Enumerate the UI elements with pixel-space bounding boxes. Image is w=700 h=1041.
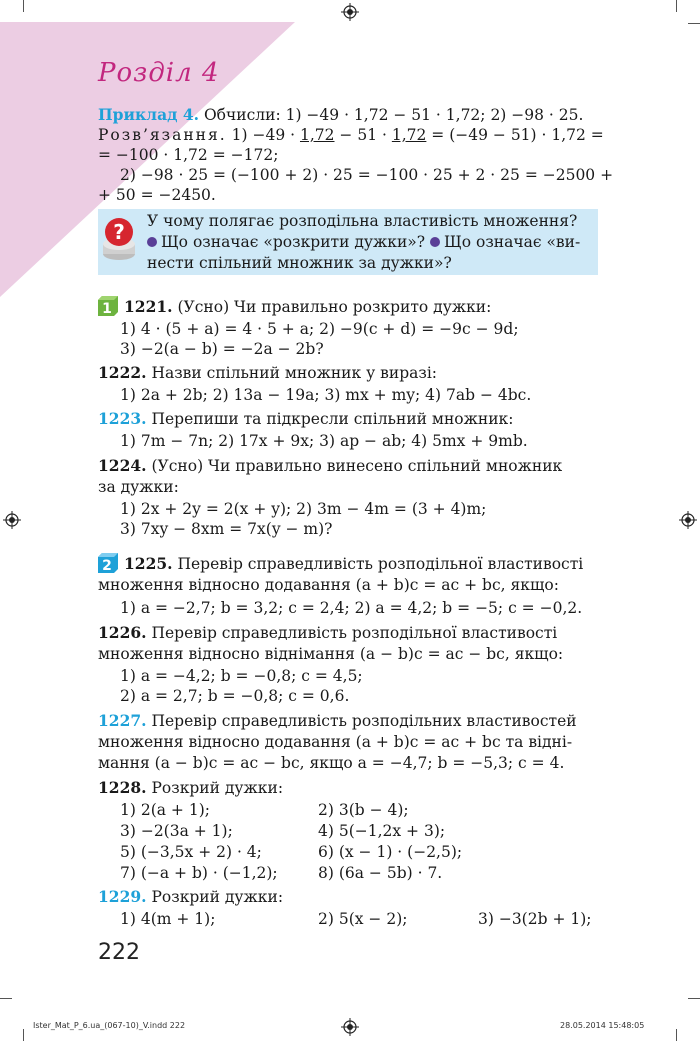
question-text: Що означає «розкрити дужки»? — [161, 233, 426, 251]
solution-underlined: 1,72 — [299, 126, 335, 144]
exercise-number: 1225. — [124, 554, 173, 573]
registration-mark-icon — [341, 3, 359, 21]
question-text: У чому полягає розподільна властивість множення? — [147, 212, 578, 230]
exercise-number: 1227. — [98, 711, 147, 730]
exercise-1224-a: 1) 2x + 2y = 2(x + y); 2) 3m − 4m = (3 + 4)m; — [120, 500, 487, 518]
level-number: 2 — [102, 558, 112, 573]
exercise-text: Перевір справедливість розподільної властивості — [146, 624, 558, 642]
exercise-1228-1: 1) 2(a + 1); — [120, 801, 210, 819]
exercise-number: 1226. — [98, 623, 147, 642]
exercise-1223-a: 1) 7m − 7n; 2) 17x + 9x; 3) ap − ab; 4) 5mx + 9mb. — [120, 432, 528, 450]
example-line-4: 2) −98 · 25 = (−100 + 2) · 25 = −100 · 25 + 2 · 25 = −2500 + — [120, 166, 614, 184]
exercise-1228-6: 6) (x − 1) · (−2,5); — [318, 843, 463, 861]
exercise-number: 1221. — [124, 297, 173, 316]
question-3: нести спільний множник за дужки»? — [147, 254, 452, 272]
exercise-1223 — [98, 408, 598, 430]
example-label: Приклад 4. — [98, 105, 200, 124]
exercise-1228-5: 5) (−3,5x + 2) · 4; — [120, 843, 262, 861]
example-task: Обчисли: 1) −49 · 1,72 − 51 · 1,72; 2) −98 · 25. — [199, 106, 584, 124]
exercise-1227-cont: множення відносно додавання (a + b)c = ac + bc та відні- — [98, 733, 573, 751]
solution-part: 1) −49 · — [226, 126, 300, 144]
exercise-1221 — [124, 296, 624, 318]
exercise-1228-2: 2) 3(b − 4); — [318, 801, 409, 819]
bullet-icon — [147, 237, 157, 247]
example-line-5: + 50 = −2450. — [98, 186, 216, 204]
exercise-1224-cont: за дужки: — [98, 478, 179, 496]
svg-text:?: ? — [113, 220, 125, 244]
level-number: 1 — [102, 301, 112, 316]
exercise-1226-a: 1) a = −4,2; b = −0,8; c = 4,5; — [120, 667, 363, 685]
exercise-1221-b: 3) −2(a − b) = −2a − 2b? — [120, 340, 324, 358]
exercise-text: (Усно) Чи правильно винесено спільний множник — [146, 457, 563, 475]
exercise-1228-8: 8) (6a − 5b) · 7. — [318, 864, 443, 882]
crop-mark — [0, 998, 12, 999]
exercise-number: 1224. — [98, 456, 147, 475]
exercise-1228-7: 7) (−a + b) · (−1,2); — [120, 864, 278, 882]
exercise-1229-3: 3) −3(2b + 1); — [478, 910, 592, 928]
question-text: Що означає «ви- — [444, 233, 581, 251]
exercise-text: Розкрий дужки: — [146, 888, 284, 906]
question-2 — [147, 231, 647, 253]
exercise-1221-a: 1) 4 · (5 + a) = 4 · 5 + a; 2) −9(c + d) = −9c − 9d; — [120, 320, 519, 338]
solution-label: Розв’язання. — [98, 126, 227, 144]
exercise-text: Назви спільний множник у виразі: — [146, 364, 437, 382]
exercise-1224 — [98, 455, 598, 477]
exercise-number: 1229. — [98, 887, 147, 906]
exercise-1228-3: 3) −2(3a + 1); — [120, 822, 233, 840]
exercise-1227-cont2: мання (a − b)c = ac − bc, якщо a = −4,7; b = −5,3; c = 4. — [98, 754, 565, 772]
question-mark-icon — [100, 214, 138, 262]
exercise-1225-a: 1) a = −2,7; b = 3,2; c = 2,4; 2) a = 4,2; b = −5; c = −0,2. — [120, 599, 583, 617]
exercise-1226-cont: множення відносно віднімання (a − b)c = ac − bc, якщо: — [98, 645, 564, 663]
bullet-icon — [430, 237, 440, 247]
solution-part: − 51 · — [334, 126, 392, 144]
exercise-1227 — [98, 710, 598, 732]
footer-datetime: 28.05.2014 15:48:05 — [560, 1021, 645, 1030]
section-title: Розділ 4 — [98, 58, 220, 88]
exercise-number: 1228. — [98, 778, 147, 797]
crop-mark — [676, 0, 677, 12]
exercise-1226 — [98, 622, 598, 644]
exercise-text: Розкрий дужки: — [146, 779, 284, 797]
exercise-text: Перепиши та підкресли спільний множник: — [146, 410, 514, 428]
crop-mark — [688, 23, 700, 24]
exercise-text: (Усно) Чи правильно розкрито дужки: — [172, 298, 492, 316]
level-1-icon — [98, 296, 118, 316]
example-line-3: = −100 · 1,72 = −172; — [98, 146, 279, 164]
exercise-text: Перевір справедливість розподільних властивостей — [146, 712, 577, 730]
exercise-1225 — [124, 553, 624, 575]
exercise-1229-1: 1) 4(m + 1); — [120, 910, 216, 928]
registration-mark-icon — [679, 511, 697, 529]
exercise-text: Перевір справедливість розподільної властивості — [172, 555, 584, 573]
exercise-1224-b: 3) 7xy − 8xm = 7x(y − m)? — [120, 520, 333, 538]
exercise-1225-cont: множення відносно додавання (a + b)c = ac + bc, якщо: — [98, 576, 559, 594]
registration-mark-icon — [3, 511, 21, 529]
crop-mark — [688, 998, 700, 999]
solution-underlined: 1,72 — [391, 126, 427, 144]
crop-mark — [23, 1029, 24, 1041]
exercise-1229 — [98, 886, 598, 908]
question-1 — [147, 210, 647, 232]
exercise-1228 — [98, 777, 598, 799]
footer-file: Ister_Mat_P_6.ua_(067-10)_V.indd 222 — [33, 1021, 186, 1030]
exercise-1222 — [98, 362, 598, 384]
exercise-1222-a: 1) 2a + 2b; 2) 13a − 19a; 3) mx + my; 4) 7ab − 4bc. — [120, 386, 532, 404]
registration-mark-icon — [341, 1018, 359, 1036]
example-line-1 — [98, 104, 598, 126]
exercise-1226-b: 2) a = 2,7; b = −0,8; c = 0,6. — [120, 687, 350, 705]
level-2-icon — [98, 553, 118, 573]
exercise-1228-4: 4) 5(−1,2x + 3); — [318, 822, 446, 840]
exercise-number: 1222. — [98, 363, 147, 382]
exercise-number: 1223. — [98, 409, 147, 428]
example-line-2 — [98, 124, 604, 146]
exercise-1229-2: 2) 5(x − 2); — [318, 910, 408, 928]
page-number: 222 — [98, 940, 140, 965]
crop-mark — [23, 0, 24, 12]
solution-part: = (−49 − 51) · 1,72 = — [426, 126, 604, 144]
crop-mark — [676, 1029, 677, 1041]
